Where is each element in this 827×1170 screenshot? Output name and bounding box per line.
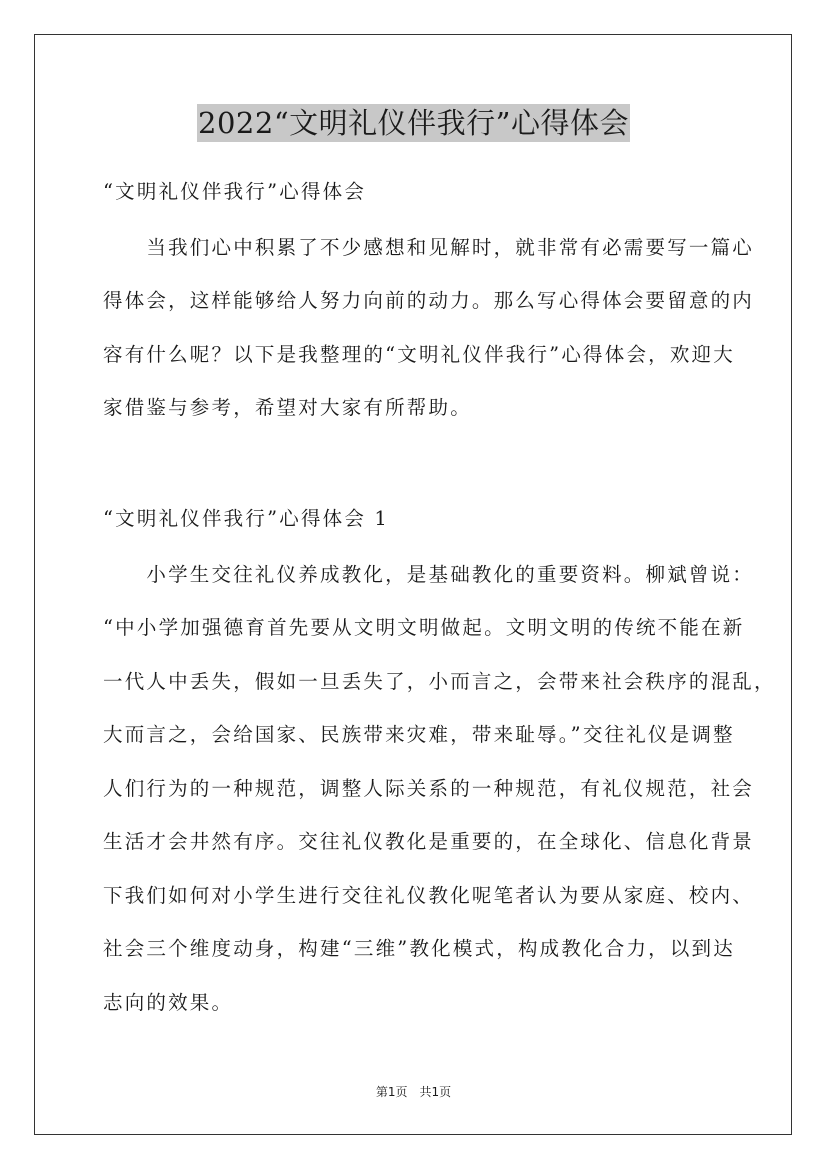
paragraph-line: 得体会，这样能够给人努力向前的动力。那么写心得体会要留意的内 bbox=[103, 289, 755, 312]
paragraph-line: 大而言之，会给国家、民族带来灾难，带来耻辱。”交往礼仪是调整 bbox=[103, 723, 735, 746]
paragraph-line: 容有什么呢？以下是我整理的“文明礼仪伴我行”心得体会，欢迎大 bbox=[103, 343, 735, 366]
paragraph-line: 人们行为的一种规范，调整人际关系的一种规范，有礼仪规范，社会 bbox=[103, 777, 755, 800]
section-heading: “文明礼仪伴我行”心得体会 1 bbox=[103, 507, 390, 530]
paragraph-line: “中小学加强德育首先要从文明文明做起。文明文明的传统不能在新 bbox=[103, 616, 745, 639]
paragraph-line: 家借鉴与参考，希望对大家有所帮助。 bbox=[103, 396, 472, 419]
subtitle-line: “文明礼仪伴我行”心得体会 bbox=[103, 180, 367, 203]
paragraph-line: 志向的效果。 bbox=[103, 991, 234, 1014]
document-title: 2022“文明礼仪伴我行”心得体会 bbox=[198, 106, 629, 140]
paragraph-line: 小学生交往礼仪养成教化，是基础教化的重要资料。柳斌曾说： bbox=[103, 563, 755, 586]
paragraph-line: 一代人中丢失，假如一旦丢失了，小而言之，会带来社会秩序的混乱， bbox=[103, 670, 776, 693]
page-number-footer: 第1页 共1页 bbox=[375, 1085, 452, 1099]
paragraph-line: 下我们如何对小学生进行交往礼仪教化呢笔者认为要从家庭、校内、 bbox=[103, 884, 755, 907]
paragraph-line: 社会三个维度动身，构建“三维”教化模式，构成教化合力，以到达 bbox=[103, 937, 735, 960]
paragraph-line: 当我们心中积累了不少感想和见解时，就非常有必需要写一篇心 bbox=[103, 236, 755, 259]
paragraph-line: 生活才会井然有序。交往礼仪教化是重要的，在全球化、信息化背景 bbox=[103, 830, 755, 853]
title-container bbox=[0, 104, 827, 142]
